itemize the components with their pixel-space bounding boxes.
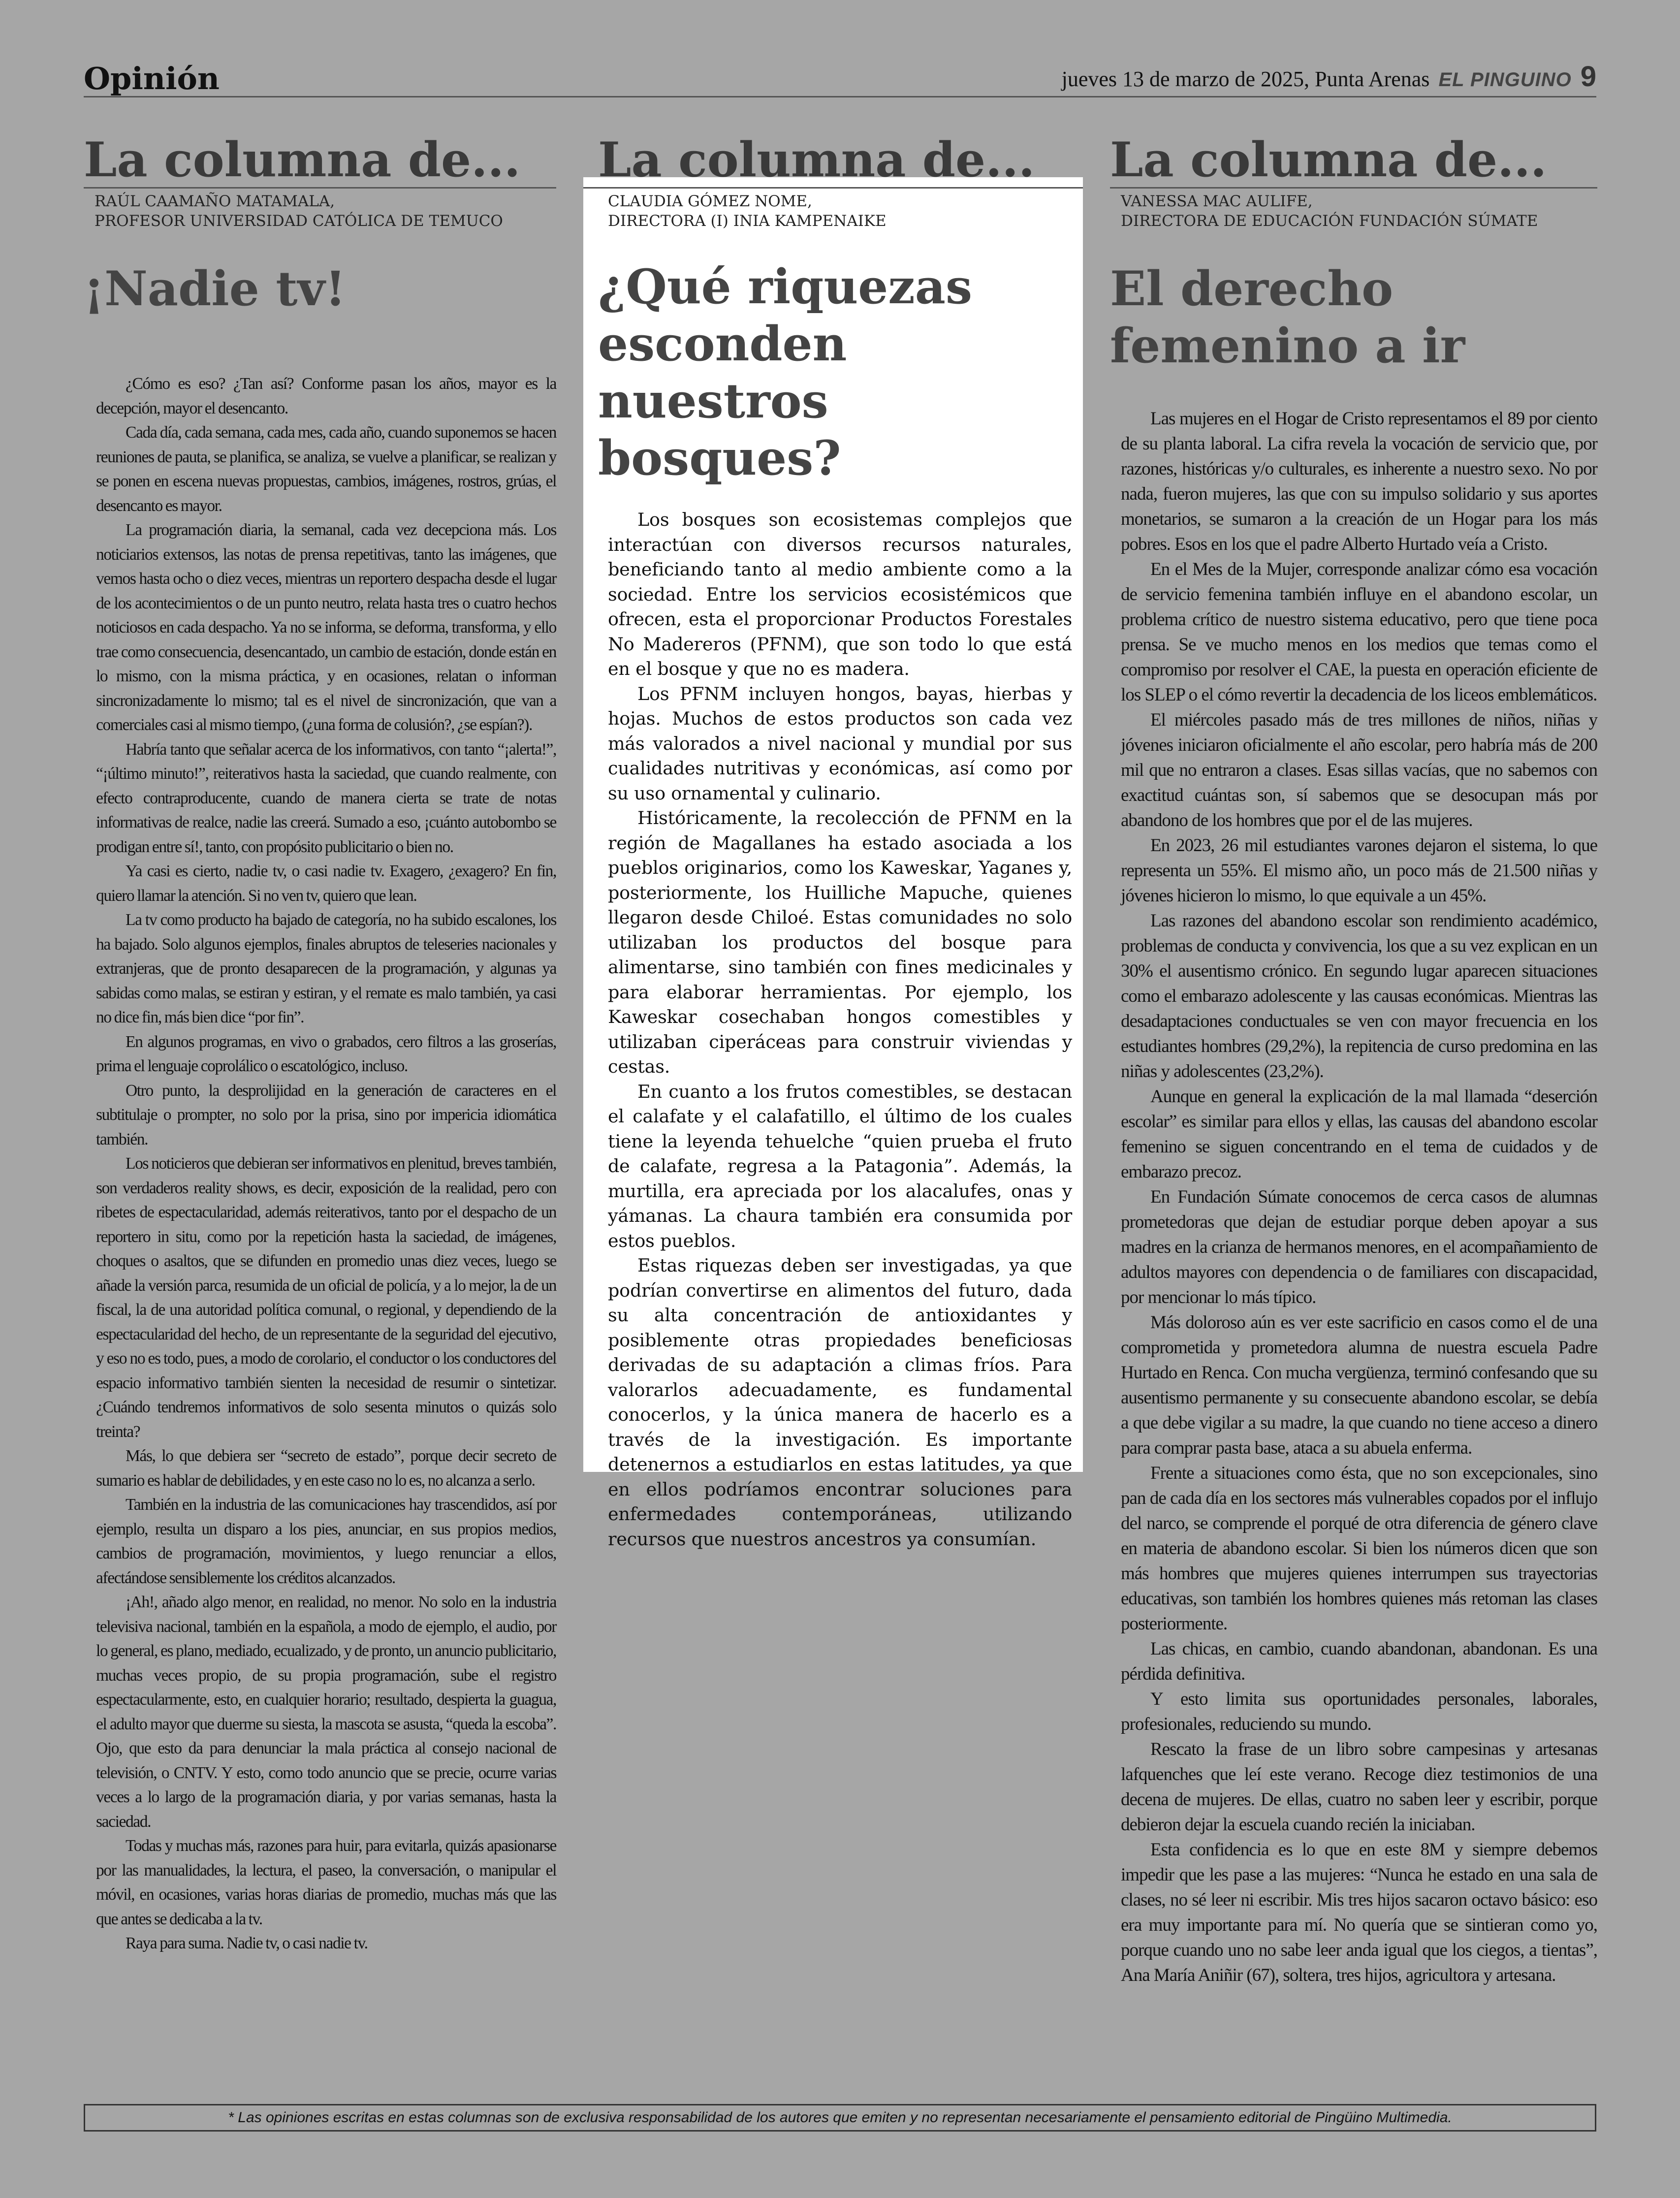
- paragraph: Los noticieros que debieran ser informativos en plenitud, breves también, son verdaderos reality shows, es decir, exposición de la realidad, pero con ribetes de espectacularidad, además reiterativos, tanto por el despacho de un reportero in situ, como por la repetición hasta la saciedad, de imágenes, choques o asaltos, que se difunden en promedio unas diez veces, luego se añade la versión parca, resumida de un oficial de policía, y a lo mejor, la de un fiscal, la de una autoridad política comunal, o regional, y dependiendo de la espectacularidad del hecho, de un representante de la seguridad del ejecutivo, y eso no es todo, pues, a modo de corolario, el conductor o los conductores del espacio informativo también sienten la necesidad de resumir o sintetizar. ¿Cuándo tendremos informativos de solo sesenta minutos o quizás solo treinta?: [96, 1154, 556, 1441]
- column-kicker: La columna de...: [1110, 133, 1597, 189]
- paragraph: Frente a situaciones como ésta, que no son excepcionales, sino pan de cada día en los sectores más vulnerables copados por el influjo del narco, se comprende el porqué de otra diferencia de género clave en materia de abandono escolar. Si bien los números dicen que son más hombres que mujeres quienes interrumpen sus trayectorias educativas, son también los hombres quienes más retoman las clases posteriormente.: [1121, 1463, 1597, 1634]
- paragraph: En cuanto a los frutos comestibles, se destacan el calafate y el calafatillo, el último de los cuales tiene la leyenda tehuelche “quien prueba el fruto de calafate, regresa a la Patagonia”. Además, la murtilla, era apreciada por los alacalufes, onas y yámanas. La chaura también era consumida por estos pueblos.: [608, 1081, 1072, 1251]
- date-line: [1062, 60, 1596, 93]
- paragraph: Más doloroso aún es ver este sacrificio en casos como el de una comprometida y prometedora alumna de nuestra escuela Padre Hurtado en Renca. Con mucha vergüenza, terminó confesando que su ausentismo permanente y su consecuente abandono escolar, se debía a que debe vigilar a su madre, la que cuando no tiene acceso a dinero para comprar pasta base, ataca a su abuela enferma.: [1121, 1312, 1597, 1458]
- paragraph: El miércoles pasado más de tres millones de niños, niñas y jóvenes iniciaron oficialmente el año escolar, pero habría más de 200 mil que no entraron a clases. Esas sillas vacías, que no sabemos con exactitud cuántas son, sí sabemos que se desocupan más por abandono de los hombres que por el de las mujeres.: [1121, 710, 1597, 830]
- paragraph: Las mujeres en el Hogar de Cristo representamos el 89 por ciento de su planta laboral. La cifra revela la vocación de servicio que, por razones, históricas y/o culturales, es inherente a nuestro sexo. No por nada, fueron mujeres, las que con su impulso solidario y sus aportes monetarios, se sumaron a la creación de un Hogar para los más pobres. Esos en los que el padre Alberto Hurtado veía a Cristo.: [1121, 409, 1597, 554]
- paragraph: En el Mes de la Mujer, corresponde analizar cómo esa vocación de servicio femenina también influye en el abandono escolar, un problema crítico de nuestro sistema educativo, pero que tiene poca prensa. Se ve mucho menos en los medios que temas como el compromiso por resolver el CAE, la puesta en operación eficiente de los SLEP o el cómo revertir la decadencia de los liceos emblemáticos.: [1121, 559, 1597, 705]
- column-kicker: La columna de...: [583, 133, 1083, 189]
- author-name: RAÚL CAAMAÑO MATAMALA,: [95, 192, 335, 210]
- editorial-disclaimer: * Las opiniones escritas en estas columnas son de exclusiva responsabilidad de los autores que emiten y no representan necesariamente el pensamiento editorial de Pingüino Multimedia.: [84, 2104, 1596, 2132]
- paragraph: La tv como producto ha bajado de categoría, no ha subido escalones, los ha bajado. Solo algunos ejemplos, finales abruptos de teleseries nacionales y extranjeras, que de pronto desaparecen de la programación, y algunas ya sabidas como malas, se estiran y estiran, y el remate es malo también, ya casi no dice fin, más bien dice “por fin”.: [96, 911, 556, 1026]
- author-title: PROFESOR UNIVERSIDAD CATÓLICA DE TEMUCO: [95, 212, 503, 230]
- paragraph: Las chicas, en cambio, cuando abandonan, abandonan. Es una pérdida definitiva.: [1121, 1639, 1597, 1684]
- article-headline: ¿Qué riquezas esconden nuestros bosques?: [598, 259, 972, 486]
- column-right: [1110, 133, 1597, 1988]
- paragraph: En algunos programas, en vivo o grabados, cero filtros a las groserías, prima el lenguaje coprolálico o escatológico, incluso.: [96, 1032, 556, 1075]
- paragraph: También en la industria de las comunicaciones hay trascendidos, así por ejemplo, resulta un disparo a los pies, anunciar, en sus propios medios, cambios de programación, movimientos, y luego renunciar a ellos, afectándose sensiblemente los créditos alcanzados.: [96, 1496, 556, 1587]
- paragraph: Cada día, cada semana, cada mes, cada año, cuando suponemos se hacen reuniones de pauta, se planifica, se analiza, se vuelve a planificar, se realizan y se ponen en escena nuevas propuestas, cambios, imágenes, rostros, grúas, el desencanto es mayor.: [96, 423, 556, 515]
- section-title: Opinión: [84, 61, 220, 96]
- author-name: CLAUDIA GÓMEZ NOME,: [608, 192, 812, 210]
- paragraph: ¡Ah!, añado algo menor, en realidad, no menor. No solo en la industria televisiva nacional, también en la española, a modo de ejemplo, el audio, por lo general, es plano, mediado, ecualizado, y de pronto, un anuncio publicitario, muchas veces propio, de su propia programación, sube el registro espectacularmente, esto, en cualquier horario; resultado, despierta la guagua, el adulto mayor que duerme su siesta, la mascota se asusta, “queda la escoba”. Ojo, que esto da para denunciar la mala práctica al consejo nacional de televisión, o CNTV. Y esto, como todo anuncio que se precie, ocurre varias veces a lo largo de la programación diaria, y por varias semanas, hasta la saciedad.: [96, 1593, 556, 1831]
- page-header: [84, 63, 1596, 97]
- paragraph: Ya casi es cierto, nadie tv, o casi nadie tv. Exagero, ¿exagero? En fin, quiero llamar la atención. Si no ven tv, quiero que lean.: [96, 862, 556, 905]
- paragraph: Los bosques son ecosistemas complejos que interactúan con diversos recursos naturales, beneficiando tanto al medio ambiente como a la sociedad. Entre los servicios ecosistémicos que ofrecen, esta el proporcionar Productos Forestales No Madereros (PFNM), que son todo lo que está en el bosque y que no es madera.: [608, 509, 1072, 679]
- article-body: [583, 508, 1083, 1552]
- paragraph: Raya para suma. Nadie tv, o casi nadie tv.: [126, 1934, 368, 1952]
- paragraph: Todas y muchas más, razones para huir, para evitarla, quizás apasionarse por las manualidades, la lectura, el paseo, la conversación, o manipular el móvil, en ocasiones, varias horas diarias de promedio, muchas más que las que antes se dedicaba a la tv.: [96, 1837, 556, 1928]
- paragraph: Y esto limita sus oportunidades personales, laborales, profesionales, reduciendo su mundo.: [1121, 1689, 1597, 1734]
- author-title: DIRECTORA (I) INIA KAMPENAIKE: [608, 212, 887, 230]
- paragraph: Aunque en general la explicación de la mal llamada “deserción escolar” es similar para ellos y ellas, las causas del abandono escolar femenino se siguen concentrando en el tema de cuidados y de embarazo precoz.: [1121, 1086, 1597, 1182]
- article-headline: ¡Nadie tv!: [84, 261, 346, 317]
- date-location: jueves 13 de marzo de 2025, Punta Arenas: [1061, 67, 1430, 91]
- paragraph: Los PFNM incluyen hongos, bayas, hierbas y hojas. Muchos de estos productos son cada vez más valorados a nivel nacional y mundial por sus cualidades nutritivas y económicas, así como por su uso ornamental y culinario.: [608, 683, 1072, 804]
- paragraph: Históricamente, la recolección de PFNM en la región de Magallanes ha estado asociada a los pueblos originarios, como los Kaweskar, Yaganes y, posteriormente, los Huilliche Mapuche, quienes llegaron desde Chiloé. Estas comunidades no solo utilizaban los productos del bosque para alimentarse, sino también con fines medicinales y para elaborar herramientas. Por ejemplo, los Kaweskar cosechaban hongos comestibles y utilizaban ciperáceas para construir viviendas y cestas.: [608, 807, 1072, 1077]
- page-number: 9: [1580, 61, 1596, 93]
- article-body: [1110, 406, 1597, 1988]
- paragraph: Habría tanto que señalar acerca de los informativos, con tanto “¡alerta!”, “¡último minuto!”, reiterativos hasta la saciedad, que cuando realmente, con efecto contraproducente, cuando de manera cierta se trate de notas informativas de realce, nadie las creerá. Sumado a eso, ¡cuánto autobombo se prodigan entre sí!, tanto, con propósito publicitario o bien no.: [96, 740, 556, 856]
- column-center: [583, 132, 1083, 1550]
- paragraph: La programación diaria, la semanal, cada vez decepciona más. Los noticiarios extensos, las notas de prensa repetitivas, tanto las imágenes, que vemos hasta ocho o diez veces, mientras un reportero despacha desde el lugar de los acontecimientos o de un punto neutro, relata hasta tres o cuatro hechos noticiosos en cada despacho. Ya no se informa, se deforma, transforma, y ello trae como consecuencia, desencantado, un cambio de estación, donde están en lo mismo, con la misma práctica, y en ocasiones, relatan o informan sincronizadamente lo mismo; tal es el nivel de sincronización, que van a comerciales casi al mismo tiempo, (¿una forma de colusión?, ¿se espían?).: [96, 521, 556, 734]
- paragraph: Estas riquezas deben ser investigadas, ya que podrían convertirse en alimentos del futuro, dada su alta concentración de antioxidantes y posiblemente otras propiedades beneficiosas derivadas de su adaptación a climas fríos. Para valorarlos adecuadamente, es fundamental conocerlos, y la única manera de hacerlo es a través de la investigación. Es importante detenernos a estudiarlos en estas latitudes, ya que en ellos podríamos encontrar soluciones para enfermedades contemporáneas, utilizando recursos que nuestros ancestros ya consumían.: [608, 1255, 1072, 1550]
- paragraph: Las razones del abandono escolar son rendimiento académico, problemas de conducta y convivencia, los que a su vez explican en un 30% el ausentismo crónico. En segundo lugar aparecen situaciones como el embarazo adolescente y las causas económicas. Mientras las desadaptaciones conductuales se ven con mayor frecuencia en los estudiantes hombres (29,2%), la repitencia de curso predomina en las niñas y adolescentes (23,2%).: [1121, 911, 1597, 1082]
- newspaper-logo: EL PINGUINO: [1438, 69, 1572, 91]
- paragraph: Rescato la frase de un libro sobre campesinas y artesanas lafquenches que leí este verano. Recoge diez testimonios de una decena de mujeres. De ellas, cuatro no saben leer y escribir, porque debieron dejar la escuela cuando recién la iniciaban.: [1121, 1739, 1597, 1835]
- paragraph: En Fundación Súmate conocemos de cerca casos de alumnas prometedoras que dejan de estudiar porque deben apoyar a sus madres en la crianza de hermanos menores, en el acompañamiento de adultos mayores con dependencia o de familiares con discapacidad, por mencionar lo más típico.: [1121, 1187, 1597, 1307]
- paragraph: ¿Cómo es eso? ¿Tan así? Conforme pasan los años, mayor es la decepción, mayor el desencanto.: [96, 375, 556, 417]
- article-body: [84, 372, 556, 1956]
- paragraph: Esta confidencia es lo que en este 8M y siempre debemos impedir que les pase a las mujeres: “Nunca he estado en una sala de clases, no sé leer ni escribir. Mis tres hijos sacaron octavo básico: eso era muy importante para mí. No quería que se sintieran como yo, porque cuando uno no sabe leer anda igual que los ciegos, a tientas”, Ana María Aniñir (67), soltera, tres hijos, agricultora y artesana.: [1121, 1840, 1597, 1985]
- author-name: VANESSA MAC AULIFE,: [1121, 192, 1313, 210]
- column-kicker: La columna de...: [84, 133, 556, 189]
- author-title: DIRECTORA DE EDUCACIÓN FUNDACIÓN SÚMATE: [1121, 212, 1538, 230]
- paragraph: Más, lo que debiera ser “secreto de estado”, porque decir secreto de sumario es hablar de debilidades, y en este caso no lo es, no alcanza a serlo.: [96, 1447, 556, 1490]
- paragraph: En 2023, 26 mil estudiantes varones dejaron el sistema, lo que representa un 55%. El mismo año, un poco más de 21.500 niñas y jóvenes hicieron lo mismo, lo que equivale a un 45%.: [1121, 835, 1597, 906]
- paragraph: Otro punto, la desprolijidad en la generación de caracteres en el subtitulaje o prompter, no solo por la prisa, sino por impericia idiomática también.: [96, 1081, 556, 1148]
- article-headline: El derecho femenino a ir: [1110, 261, 1465, 374]
- column-left: [84, 133, 556, 1956]
